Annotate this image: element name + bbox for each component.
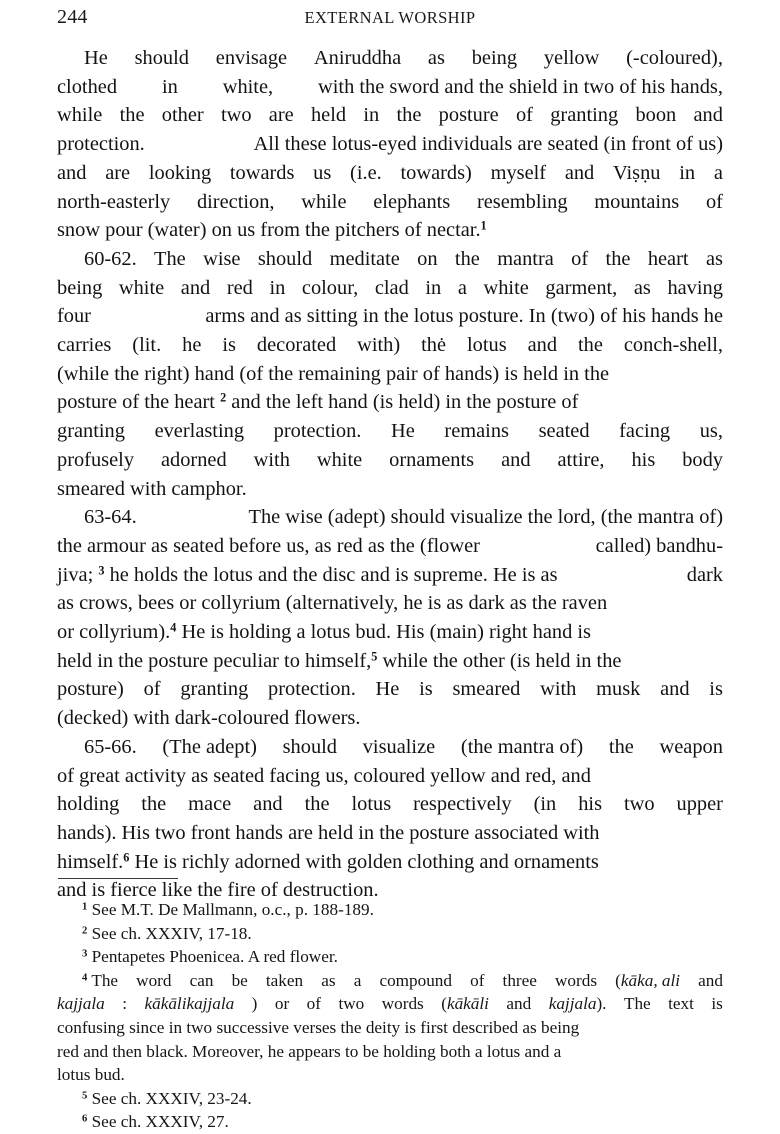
text-line: posture) of granting protection. He is smeared with musk and is [57, 678, 723, 701]
text-line: and are looking towards us (i.e. towards) myself and Viṣṇu in a [57, 161, 723, 184]
text-line: 65-66. (The adept) should visualize (the mantra of) the weapon [84, 735, 723, 758]
text-line: (while the right) hand (of the remaining pair of hands) is held in the [57, 362, 610, 385]
text-line: the armour as seated before us, as red as the (flower called) bandhu- [57, 534, 723, 557]
footnote-marker: 2 [82, 925, 88, 937]
running-head [57, 6, 723, 30]
footnote-list [57, 898, 723, 1134]
text-line: (decked) with dark-coloured flowers. [57, 707, 361, 730]
paragraph-armour-mantra [57, 503, 723, 733]
footnote-marker: 6 [82, 1114, 88, 1126]
footnote-line: kajjala : kākālikajjala ) or of two words (kākāli and kajjala). The text is [57, 994, 723, 1014]
footnote-line: red and then black. Moreover, he appears to be holding both a lotus and a [57, 1041, 562, 1061]
footnote-line: confusing since in two successive verses the deity is first described as being [57, 1017, 580, 1037]
paragraph-heart-mantra [57, 245, 723, 503]
text-line: or collyrium).$^4$ He is holding a lotus bud. His (main) right hand is [57, 620, 591, 644]
footnote-3 [57, 945, 723, 969]
text-line: held in the posture peculiar to himself,$^5$ while the other (is held in the [57, 649, 622, 672]
text-line: north-easterly direction, while elephants resembling mountains of [57, 190, 723, 213]
text-line: and is fierce like the fire of destruction. [57, 879, 379, 902]
footnote-separator-rule [58, 878, 178, 879]
text-line: granting everlasting protection. He remains seated facing us, [57, 420, 723, 443]
footnote-6 [57, 1110, 723, 1134]
text-line: carries (lit. he is decorated with) thė lotus and the conch-shell, [57, 334, 723, 357]
text-line: hands). His two front hands are held in the posture associated with [57, 821, 600, 844]
footnote-4 [57, 969, 723, 1087]
text-line: jiva; $^3$ he holds the lotus and the disc and is supreme. He is as dark [57, 563, 723, 586]
text-line: four arms and as sitting in the lotus posture. In (two) of his hands he [57, 305, 723, 328]
footnote-5 [57, 1087, 723, 1111]
running-title: EXTERNAL WORSHIP [304, 8, 476, 27]
footnote-line: $^3$ Pentapetes Phoenicea. A red flower. [82, 947, 338, 967]
text-line: He should envisage Aniruddha as being yellow (-coloured), [84, 47, 723, 69]
text-line: snow pour (water) on us from the pitchers of nectar.$^1$ [57, 218, 487, 242]
text-line: himself.$^6$ He is richly adorned with golden clothing and ornaments [57, 850, 599, 873]
footnote-2 [57, 922, 723, 946]
footnote-marker: 4 [82, 972, 88, 984]
paragraph-aniruddha [57, 44, 723, 245]
text-line: posture of the heart $^2$ and the left hand (is held) in the posture of [57, 391, 579, 414]
text-line: 60-62. The wise should meditate on the mantra of the heart as [84, 247, 723, 270]
footnote-marker: 3 [82, 948, 88, 960]
text-line: as crows, bees or collyrium (alternatively, he is as dark as the raven [57, 592, 608, 615]
text-line: profusely adorned with white ornaments and attire, his body [57, 448, 723, 471]
text-line: protection. All these lotus-eyed individuals are seated (in front of us) [57, 133, 723, 156]
footnote-line: lotus bud. [57, 1065, 125, 1085]
footnote-line: $^5$ See ch. XXXIV, 23-24. [82, 1088, 252, 1108]
text-line: 63-64. The wise (adept) should visualize the lord, (the mantra of) [84, 506, 723, 529]
body-text-column [57, 44, 723, 905]
text-line: while the other two are held in the posture of granting boon and [57, 104, 723, 127]
paragraph-weapon-mantra [57, 733, 723, 905]
text-line: clothed in white, with the sword and the shield in two of his hands, [57, 75, 723, 98]
footnote-line: $^6$ See ch. XXXIV, 27. [82, 1112, 229, 1132]
footnote-marker: 1 [82, 901, 88, 913]
text-line: being white and red in colour, clad in a white garment, as having [57, 276, 723, 299]
footnote-1 [57, 898, 723, 922]
page-number: 244 [57, 6, 88, 28]
text-line: smeared with camphor. [57, 477, 247, 500]
text-line: of great activity as seated facing us, coloured yellow and red, and [57, 764, 591, 787]
footnote-line: $^4$ The word can be taken as a compound of three words (kāka, ali and [82, 970, 723, 990]
footnote-line: $^1$ See M.T. De Mallmann, o.c., p. 188-189. [82, 900, 374, 919]
text-line: holding the mace and the lotus respectively (in his two upper [57, 793, 723, 816]
footnote-line: $^2$ See ch. XXXIV, 17-18. [82, 923, 252, 943]
footnote-marker: 5 [82, 1090, 88, 1102]
